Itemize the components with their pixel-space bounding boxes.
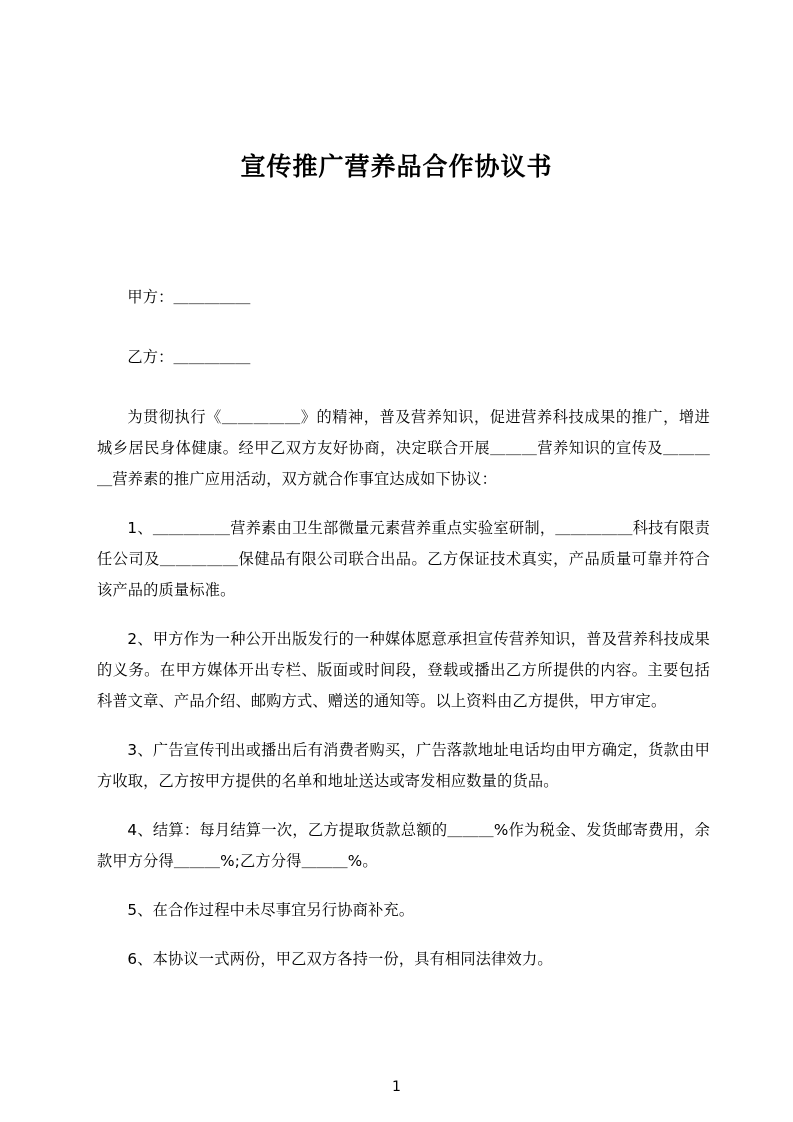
party-a-line: 甲方：＿＿＿＿＿ xyxy=(127,288,251,306)
clause-6: 6、本协议一式两份，甲乙双方各持一份，具有相同法律效力。 xyxy=(127,950,553,968)
clause-3: 3、广告宣传刊出或播出后有消费者购买，广告落款地址电话均由甲方确定，货款由甲方收取，乙方按甲方提供的名单和地址送达或寄发相应数量的货品。 xyxy=(97,741,710,790)
clause-1: 1、＿＿＿＿＿营养素由卫生部微量元素营养重点实验室研制，＿＿＿＿＿科技有限责任公司及＿＿＿＿＿保健品有限公司联合出品。乙方保证技术真实，产品质量可靠并符合该产品的质量标准。 xyxy=(97,519,710,599)
party-b-line: 乙方：＿＿＿＿＿ xyxy=(127,348,251,366)
clause-5: 5、在合作过程中未尽事宜另行协商补充。 xyxy=(127,901,415,919)
preamble-paragraph: 为贯彻执行《＿＿＿＿＿》的精神，普及营养知识，促进营养科技成果的推广，增进城乡居民身体健康。经甲乙双方友好协商，决定联合开展＿＿＿营养知识的宣传及＿＿＿＿营养素的推广应用活动，双方就合作事宜达成如下协议： xyxy=(97,408,710,488)
page-title: 宣传推广营养品合作协议书 xyxy=(240,151,553,181)
page-number: 1 xyxy=(392,1079,401,1095)
clause-4: 4、结算：每月结算一次，乙方提取货款总额的＿＿＿%作为税金、发货邮寄费用，余款甲方分得＿＿＿%;乙方分得＿＿＿%。 xyxy=(97,821,710,870)
document-body xyxy=(97,282,710,993)
clause-2: 2、甲方作为一种公开出版发行的一种媒体愿意承担宣传营养知识，普及营养科技成果的义务。在甲方媒体开出专栏、版面或时间段，登载或播出乙方所提供的内容。主要包括科普文章、产品介绍、邮购方式、赠送的通知等。以上资料由乙方提供，甲方审定。 xyxy=(97,630,710,710)
